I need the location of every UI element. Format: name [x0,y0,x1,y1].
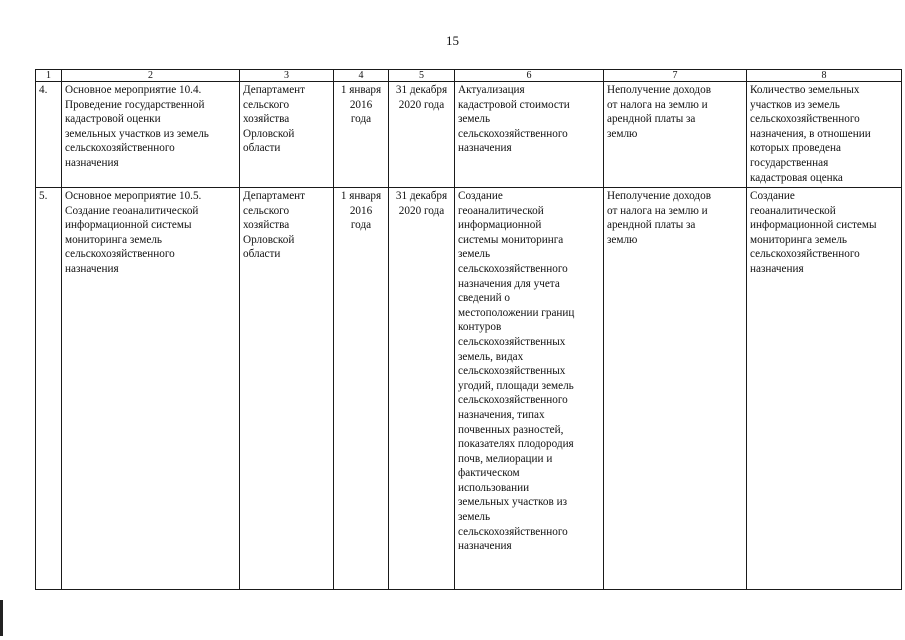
program-measures-table [35,69,902,590]
responsible-executor: Департамент сельского хозяйства Орловской области [240,188,334,590]
column-number: 6 [455,70,604,82]
row-number: 4. [36,82,62,188]
column-number: 4 [334,70,389,82]
related-indicator: Количество земельных участков из земель сельскохозяйственного назначения, в отношении которых проведена государственная кадастровая оценка [747,82,902,188]
related-indicator: Создание геоаналитической информационной системы мониторинга земель сельскохозяйственного назначения [747,188,902,590]
column-number: 7 [604,70,747,82]
column-number: 1 [36,70,62,82]
column-number: 3 [240,70,334,82]
column-number: 5 [389,70,455,82]
table-row [36,188,902,590]
non-implementation-consequences: Неполучение доходов от налога на землю и арендной платы за землю [604,188,747,590]
column-number: 8 [747,70,902,82]
responsible-executor: Департамент сельского хозяйства Орловской области [240,82,334,188]
start-date: 1 января 2016 года [334,188,389,590]
start-date: 1 января 2016 года [334,82,389,188]
scan-edge-mark [0,600,3,636]
table-row [36,82,902,188]
page-number: 15 [446,33,459,48]
row-number: 5. [36,188,62,590]
non-implementation-consequences: Неполучение доходов от налога на землю и арендной платы за землю [604,82,747,188]
expected-result: Актуализация кадастровой стоимости земель сельскохозяйственного назначения [455,82,604,188]
end-date: 31 декабря 2020 года [389,82,455,188]
column-number-row [36,70,902,82]
expected-result: Создание геоаналитической информационной системы мониторинга земель сельскохозяйственного назначения для учета сведений о местоположении границ контуров сельскохозяйственных земель, видах сельскохозяйственных угодий, площади земель сельскохозяйственного назначения, типах почвенных разностей, показателях плодородия почв, мелиорации и фактическом использовании земельных участков из земель сельскохозяйственного назначения [455,188,604,590]
end-date: 31 декабря 2020 года [389,188,455,590]
column-number: 2 [62,70,240,82]
measure-name: Основное мероприятие 10.4. Проведение государственной кадастровой оценки земельных участков из земель сельскохозяйственного назначения [62,82,240,188]
measure-name: Основное мероприятие 10.5. Создание геоаналитической информационной системы мониторинга земель сельскохозяйственного назначения [62,188,240,590]
